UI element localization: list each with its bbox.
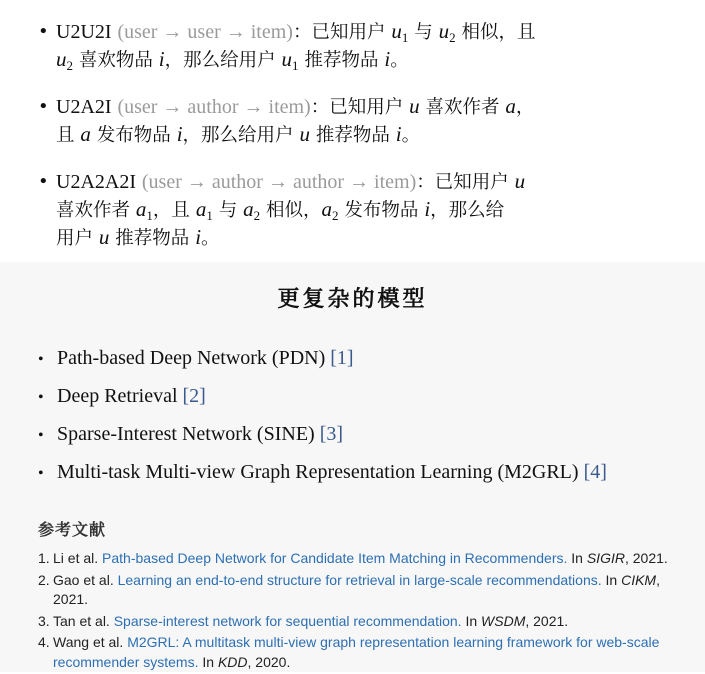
reference-authors: Li et al. — [53, 550, 99, 566]
route-line-3: 用户 u 推荐物品 i。 — [56, 225, 220, 249]
references-title: 参考文献 — [38, 520, 107, 539]
route-line-1: U2A2I (user → author → item)：已知用户 u 喜欢作者 a， — [56, 94, 535, 118]
reference-item: 3. Tan et al. Sparse-interest network for sequential recommendation. In WSDM, 2021. — [38, 612, 688, 632]
bullet: • — [38, 389, 44, 406]
math-u: u — [514, 169, 526, 193]
top-section — [0, 0, 705, 262]
math-i: i — [395, 122, 402, 146]
reference-title-link[interactable]: M2GRL: A multitask multi-view graph representation learning framework for web-scale recommender systems. — [53, 634, 660, 670]
reference-number: 2. — [38, 571, 50, 588]
model-name: Sparse-Interest Network (SINE) — [57, 423, 315, 445]
model-name: Deep Retrieval — [57, 385, 178, 407]
model-item — [38, 416, 698, 454]
reference-number: 4. — [38, 634, 50, 650]
route-line-1: U2U2I (user → user → item)：已知用户 $u_1$ 与 $u_2$ 相似，且 — [56, 19, 536, 45]
math-i: i — [176, 122, 183, 146]
route-path: (user → author → author → item) — [141, 171, 417, 193]
route-item-u2a2a2i — [38, 168, 678, 252]
route-name: U2U2I — [56, 21, 112, 43]
math-a: a — [80, 122, 91, 146]
reference-year: , 2021. — [53, 571, 660, 607]
route-line-1: U2A2A2I (user → author → author → item)：已知用户 u — [56, 169, 526, 193]
bullet: • — [38, 351, 44, 368]
math-a2: $a_2$ — [243, 197, 261, 223]
reference-item: 1. Li et al. Path-based Deep Network for Candidate Item Matching in Recommenders. In SIGIR, 2021. — [38, 549, 688, 569]
reference-authors: Wang et al. — [53, 634, 124, 650]
reference-title-link[interactable]: Sparse-interest network for sequential recommendation. — [113, 612, 462, 629]
route-path: (user → user → item) — [117, 21, 293, 43]
route-line-2: 喜欢作者 $a_1$，且 $a_1$ 与 $a_2$ 相似，$a_2$ 发布物品 i，那么给 — [56, 197, 505, 223]
route-line-2: 且 a 发布物品 i，那么给用户 u 推荐物品 i。 — [56, 122, 421, 146]
route-name: U2A2I — [56, 96, 112, 118]
math-i: i — [158, 47, 165, 71]
math-u: u — [98, 225, 110, 249]
route-path: (user → author → item) — [117, 96, 311, 118]
reference-venue: SIGIR — [586, 550, 625, 566]
reference-venue: CIKM — [621, 571, 657, 588]
route-name: U2A2A2I — [56, 171, 136, 193]
math-u: u — [409, 94, 420, 118]
math-u1: $u_1$ — [391, 19, 409, 45]
math-a: a — [505, 94, 516, 118]
citation-link[interactable]: [2] — [182, 385, 206, 407]
math-a2: $a_2$ — [321, 197, 339, 223]
reference-item: 4. Wang et al. M2GRL: A multitask multi-view graph representation learning framework for web-scale recommender systems. In KDD, 2020. — [38, 634, 660, 670]
route-item-u2a2i — [38, 93, 678, 149]
model-item — [38, 340, 698, 378]
math-u2: $u_2$ — [438, 19, 456, 45]
math-a1: $a_1$ — [135, 197, 153, 223]
reference-number: 1. — [38, 550, 50, 566]
math-a1: $a_1$ — [195, 197, 213, 223]
math-u1: $u_1$ — [281, 47, 299, 73]
bottom-section — [0, 262, 705, 672]
citation-link[interactable]: [3] — [319, 423, 344, 445]
reference-authors: Tan et al. — [53, 612, 110, 629]
math-i: i — [195, 225, 202, 249]
math-i: i — [384, 47, 391, 71]
model-list — [38, 340, 698, 492]
bullet: • — [38, 427, 44, 444]
math-i: i — [424, 197, 431, 221]
model-item — [38, 454, 698, 492]
math-u2: $u_2$ — [56, 47, 73, 73]
model-name: Multi-task Multi-view Graph Representation Learning (M2GRL) — [57, 461, 579, 483]
reference-year: , 2020. — [247, 653, 291, 670]
reference-authors: Gao et al. — [53, 571, 114, 588]
reference-venue: WSDM — [481, 612, 526, 629]
math-u: u — [299, 122, 310, 146]
bullet: • — [38, 465, 44, 482]
route-line-2: $u_2$ 喜欢物品 i，那么给用户 $u_1$ 推荐物品 i。 — [56, 47, 409, 73]
citation-link[interactable]: [1] — [330, 347, 354, 369]
citation-link[interactable]: [4] — [583, 461, 607, 483]
section-title: 更复杂的模型 — [277, 287, 428, 312]
reference-item: 2. Gao et al. Learning an end-to-end structure for retrieval in large-scale recommendations. In CIKM, 2021. — [38, 571, 660, 607]
reference-venue: KDD — [217, 653, 248, 670]
bullet: • — [38, 21, 49, 42]
model-item — [38, 378, 698, 416]
route-item-u2u2i — [38, 18, 678, 74]
reference-number: 3. — [38, 612, 50, 629]
reference-year: , 2021. — [624, 550, 668, 566]
reference-year: , 2021. — [525, 612, 569, 629]
bullet: • — [38, 171, 49, 192]
reference-title-link[interactable]: Learning an end-to-end structure for retrieval in large-scale recommendations. — [117, 571, 602, 588]
model-name: Path-based Deep Network (PDN) — [57, 347, 326, 369]
reference-list — [38, 549, 688, 674]
reference-title-link[interactable]: Path-based Deep Network for Candidate Item Matching in Recommenders. — [102, 550, 568, 566]
bullet: • — [38, 96, 49, 117]
